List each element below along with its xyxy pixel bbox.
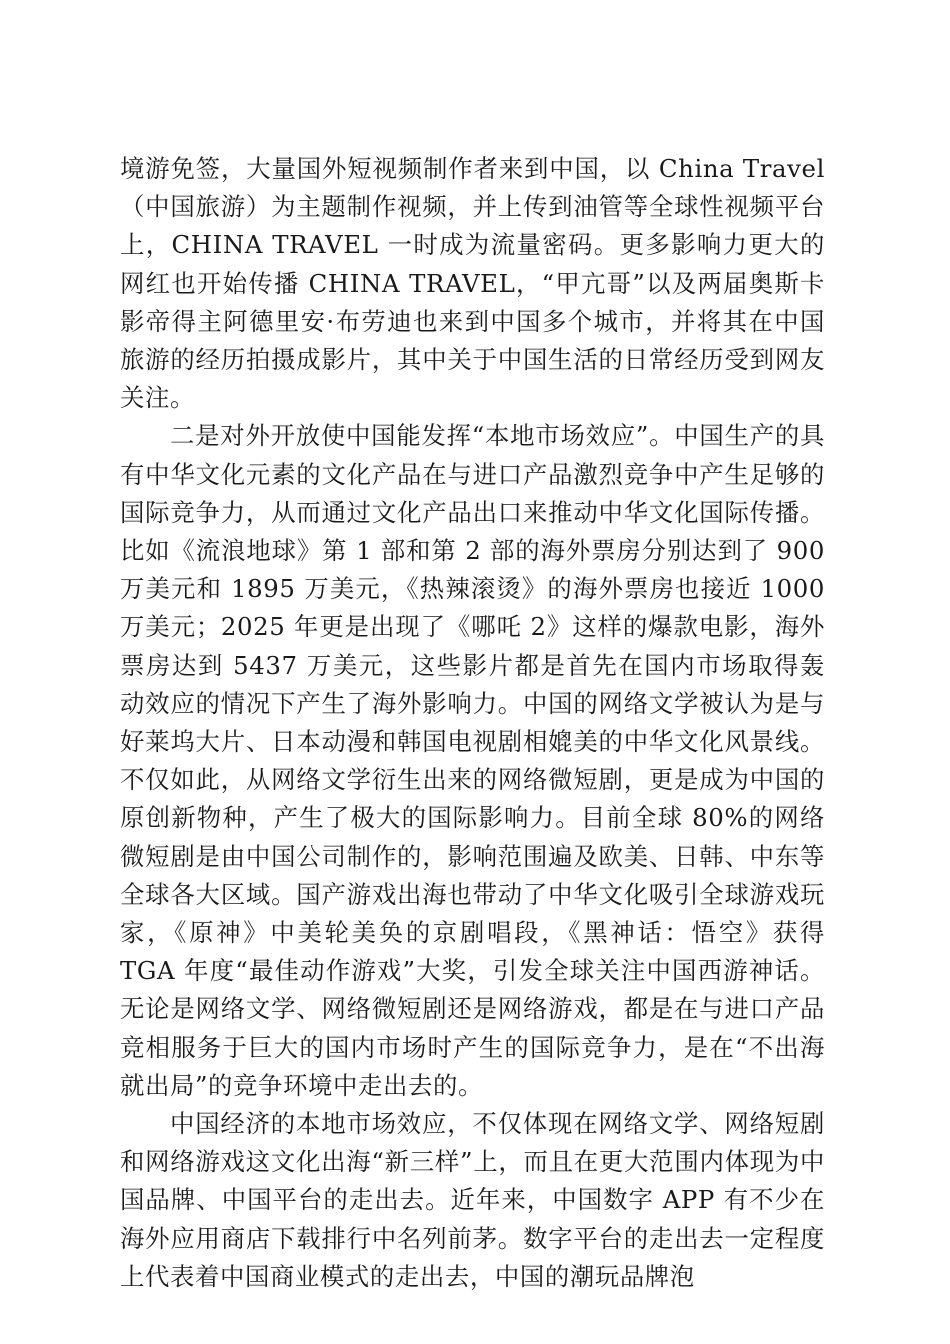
paragraph-local-market-effect: 二是对外开放使中国能发挥“本地市场效应”。中国生产的具有中华文化元素的文化产品在与进口产品激烈竞争中产生足够的国际竞争力，从而通过文化产品出口来推动中华文化国际传播。比如《流浪地球》第 1 部和第 2 部的海外票房分别达到了 900 万美元和 1895 万美元，《热辣滚烫》的海外票房也接近 1000 万美元；2025 年更是出现了《哪吒 2》这样的爆款电影，海外票房达到 5437 万美元，这些影片都是首先在国内市场取得轰动效应的情况下产生了海外影响力。中国的网络文学被认为是与好莱坞大片、日本动漫和韩国电视剧相媲美的中华文化风景线。不仅如此，从网络文学衍生出来的网络微短剧，更是成为中国的原创新物种，产生了极大的国际影响力。目前全球 80%的网络微短剧是由中国公司制作的，影响范围遍及欧美、日韩、中东等全球各大区域。国产游戏出海也带动了中华文化吸引全球游戏玩家，《原神》中美轮美奂的京剧唱段，《黑神话：悟空》获得 TGA 年度“最佳动作游戏”大奖，引发全球关注中国西游神话。无论是网络文学、网络微短剧还是网络游戏，都是在与进口产品竞相服务于巨大的国内市场时产生的国际竞争力，是在“不出海就出局”的竞争环境中走出去的。 <box>120 421 825 1100</box>
paragraph-brands-platforms: 中国经济的本地市场效应，不仅体现在网络文学、网络短剧和网络游戏这文化出海“新三样”上，而且在更大范围内体现为中国品牌、中国平台的走出去。近年来，中国数字 APP 有不少在海外应用商店下载排行中名列前茅。数字平台的走出去一定程度上代表着中国商业模式的走出去，中国的潮玩品牌泡 <box>120 1109 825 1291</box>
body-text <box>120 150 825 1296</box>
paragraph-continued: 境游免签，大量国外短视频制作者来到中国，以 China Travel（中国旅游）为主题制作视频，并上传到油管等全球性视频平台上，CHINA TRAVEL 一时成为流量密码。更多影响力更大的网红也开始传播 CHINA TRAVEL，“甲亢哥”以及两届奥斯卡影帝得主阿德里安·布劳迪也来到中国多个城市，并将其在中国旅游的经历拍摄成影片，其中关于中国生活的日常经历受到网友关注。 <box>120 154 825 413</box>
